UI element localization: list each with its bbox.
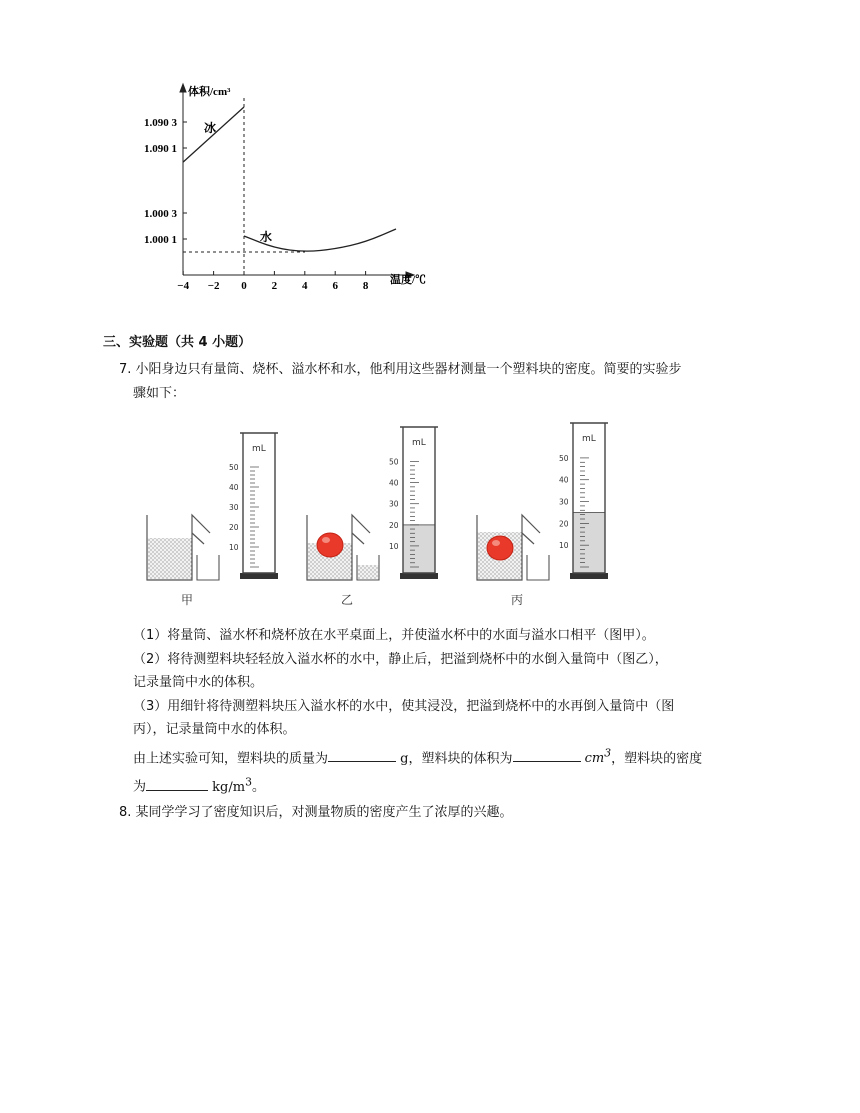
cylinder-base — [240, 573, 278, 579]
unit-g: g — [400, 750, 409, 766]
conclusion-volume-text: ，塑料块的体积为 — [408, 750, 513, 766]
experiment-svg — [140, 415, 620, 610]
cylinder-tick-label: 50 — [559, 453, 569, 463]
step-3: （3）用细针将待测塑料块压入溢水杯的水中，使其浸没，把溢到烧杯中的水再倒入量筒中（图 — [133, 698, 675, 714]
y-axis-arrow — [180, 84, 186, 92]
experiment-figure — [140, 415, 620, 610]
q7-intro: 小阳身边只有量筒、烧杯、溢水杯和水，他利用这些器材测量一个塑料块的密度。简要的实验步 — [135, 362, 682, 377]
plastic-block — [317, 533, 343, 557]
conclusion-line1 — [133, 742, 773, 771]
cylinder-unit: mL — [252, 444, 266, 454]
beaker-water — [357, 565, 379, 580]
spout-lip — [192, 533, 204, 544]
unit-cm-sup: 3 — [604, 746, 612, 760]
conclusion-mass-text: 由上述实验可知，塑料块的质量为 — [133, 750, 329, 766]
unit-cm3 — [584, 746, 612, 766]
y-ticks — [144, 117, 187, 246]
cylinder-tick-label: 20 — [389, 520, 399, 530]
x-tick-label: 2 — [271, 280, 278, 292]
spout-lip — [522, 533, 534, 544]
question-7 — [119, 358, 779, 406]
unit-kg: kg/m — [212, 779, 246, 795]
water-label: 水 — [260, 230, 273, 244]
conclusion-density-prefix: 为 — [133, 779, 147, 795]
x-tick-label: −2 — [207, 280, 220, 292]
unit-kgm3 — [212, 775, 252, 795]
ice-label: 冰 — [204, 121, 217, 135]
plastic-block — [487, 536, 513, 560]
section-title: 三、实验题（共 4 小题） — [103, 335, 252, 350]
conclusion-end: 。 — [251, 779, 265, 795]
q7-line1 — [119, 358, 779, 382]
cylinder-tick-label: 30 — [389, 499, 399, 509]
question-8 — [119, 801, 513, 825]
step-1: （1）将量筒、溢水杯和烧杯放在水平桌面上，并使溢水杯中的水面与溢水口相平（图甲）。 — [133, 628, 655, 643]
y-tick-label: 1.000 1 — [144, 234, 177, 246]
unit-cm: cm — [584, 750, 605, 766]
setup-1 — [147, 433, 278, 607]
cylinder-base — [570, 573, 608, 579]
chart-svg — [140, 80, 450, 295]
volume-blank[interactable] — [513, 747, 581, 762]
unit-kg-sup: 3 — [245, 775, 252, 789]
overflow-cup-water — [147, 538, 192, 580]
guide-lines — [183, 98, 305, 275]
y-tick-label: 1.000 3 — [144, 208, 177, 220]
cylinder-water — [573, 512, 605, 573]
chart-axes — [180, 84, 414, 278]
volume-temperature-chart — [140, 80, 450, 295]
cylinder-water — [403, 525, 435, 573]
cylinder-tick-label: 20 — [559, 519, 569, 529]
x-tick-label: −4 — [177, 280, 190, 292]
figure-label: 丙 — [510, 593, 524, 607]
step-3-cont: 丙），记录量筒中水的体积。 — [133, 722, 296, 737]
cylinder-tick-label: 40 — [229, 483, 239, 492]
plastic-block-highlight — [492, 540, 500, 546]
x-tick-label: 0 — [241, 280, 247, 292]
cylinder-tick-label: 50 — [229, 463, 239, 472]
cylinder-base — [400, 573, 438, 579]
density-blank[interactable] — [146, 776, 208, 791]
cylinder-tick-label: 10 — [559, 541, 569, 551]
x-tick-label: 8 — [362, 280, 369, 292]
step-2-cont: 记录量筒中水的体积。 — [133, 675, 264, 690]
q7-number: 7. — [119, 362, 132, 377]
setup-2 — [307, 427, 438, 607]
q8-number: 8. — [119, 805, 132, 820]
x-tick-label: 6 — [332, 280, 338, 292]
x-ticks — [177, 271, 369, 292]
figure-label: 甲 — [180, 593, 194, 607]
beaker — [527, 555, 549, 580]
y-tick-label: 1.090 1 — [144, 143, 177, 155]
conclusion-density-text: ，塑料块的密度 — [611, 750, 703, 766]
beaker — [197, 555, 219, 580]
cylinder-unit: mL — [412, 438, 426, 448]
y-tick-label: 1.090 3 — [144, 117, 177, 129]
cylinder-tick-label: 30 — [559, 497, 569, 507]
cylinder-tick-label: 20 — [229, 523, 239, 532]
measuring-cylinder — [243, 433, 275, 573]
cylinder-tick-label: 10 — [389, 541, 399, 551]
cylinder-tick-label: 30 — [229, 503, 239, 512]
q7-intro-line2: 骤如下： — [133, 386, 186, 401]
setup-3 — [477, 423, 608, 607]
x-tick-label: 4 — [302, 280, 308, 292]
mass-blank[interactable] — [328, 747, 396, 762]
step-2: （2）将待测塑料块轻轻放入溢水杯的水中，静止后，把溢到烧杯中的水倒入量筒中（图乙）， — [133, 651, 668, 667]
q8-text: 某同学学习了密度知识后，对测量物质的密度产生了浓厚的兴趣。 — [135, 805, 513, 820]
overflow-spout — [522, 515, 540, 533]
overflow-spout — [192, 515, 210, 533]
cylinder-tick-label: 50 — [389, 457, 399, 467]
cylinder-tick-label: 10 — [229, 543, 239, 552]
figure-label: 乙 — [340, 593, 354, 607]
cylinder-tick-label: 40 — [559, 475, 569, 485]
overflow-spout — [352, 515, 370, 533]
conclusion-line2 — [133, 770, 773, 799]
q7-steps — [133, 624, 773, 799]
plastic-block-highlight — [322, 537, 330, 543]
spout-lip — [352, 533, 364, 544]
x-axis-label: 温度/℃ — [390, 274, 427, 286]
cylinder-unit: mL — [582, 434, 596, 444]
cylinder-tick-label: 40 — [389, 478, 399, 488]
y-axis-label: 体积/cm³ — [188, 86, 231, 98]
